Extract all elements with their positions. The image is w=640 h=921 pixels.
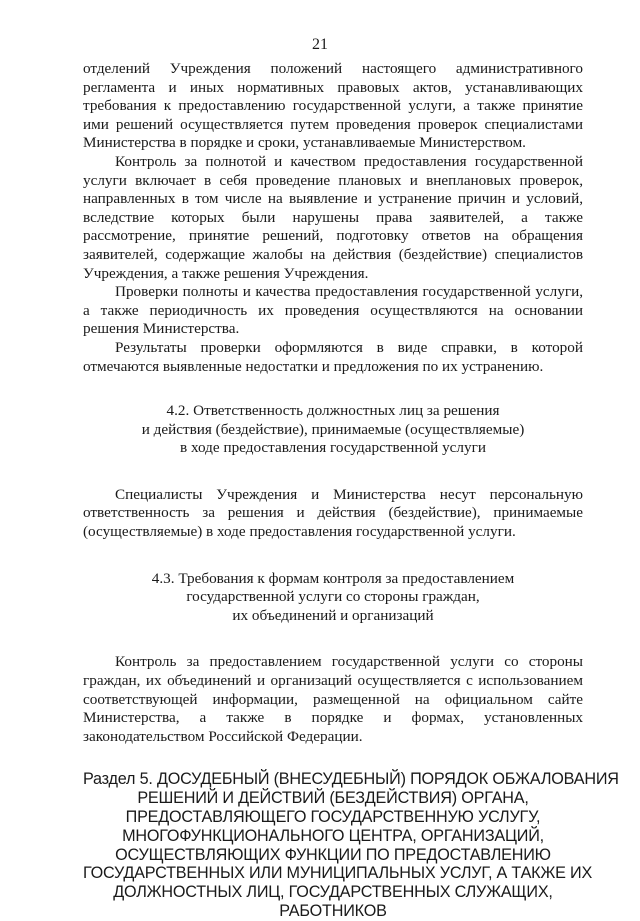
paragraph-inspection-results: Результаты проверки оформляются в виде справки, в которой отмечаются выявленные недостатки и предложения по их устранению.	[83, 338, 583, 375]
section-5-title-line: РЕШЕНИЙ И ДЕЙСТВИЙ (БЕЗДЕЙСТВИЯ) ОРГАНА,	[137, 789, 529, 808]
paragraph-public-control: Контроль за предоставлением государственной услуги со стороны граждан, их объединений и организаций осуществляется с использованием соответствующей информации, размещенной на официальном сайте Министерства, а также в порядке и формах, установленных законодательством Российской Федерации.	[83, 653, 583, 745]
page-content	[83, 60, 619, 921]
section-5-title	[83, 770, 619, 920]
section-5-title-line: МНОГОФУНКЦИОНАЛЬНОГО ЦЕНТРА, ОРГАНИЗАЦИЙ,	[122, 826, 544, 845]
heading-4-3-line: 4.3. Требования к формам контроля за предоставлением	[151, 569, 515, 587]
section-5-title-line: ПРЕДОСТАВЛЯЮЩЕГО ГОСУДАРСТВЕННУЮ УСЛУГУ,	[125, 808, 541, 826]
paragraph-control-scope: Контроль за полнотой и качеством предоставления государственной услуги включает в себя проведение плановых и внеплановых проверок, направленных в том числе на выявление и устранение причин и условий, вследствие которых были нарушены права заявителей, а также рассмотрение, принятие решений, подготовку ответов на обращения заявителей, содержащие жалобы на действия (бездействие) специалистов Учреждения, а также решения Учреждения.	[83, 152, 583, 282]
heading-4-2	[83, 402, 583, 458]
heading-4-2-line: в ходе предоставления государственной услуги	[180, 439, 486, 457]
page-number: 21	[312, 36, 328, 53]
section-5-title-line: РАБОТНИКОВ	[279, 901, 387, 920]
section-5-title-line: Раздел 5. ДОСУДЕБНЫЙ (ВНЕСУДЕБНЫЙ) ПОРЯДОК ОБЖАЛОВАНИЯ	[83, 770, 619, 789]
heading-4-2-line: и действия (бездействие), принимаемые (осуществляемые)	[141, 420, 525, 438]
heading-4-3	[83, 570, 583, 626]
heading-4-3-line: государственной услуги со стороны граждан,	[186, 588, 480, 606]
paragraph-inspections: Проверки полноты и качества предоставления государственной услуги, а также периодичность их проведения осуществляются на основании решения Министерства.	[83, 283, 583, 338]
heading-4-2-line: 4.2. Ответственность должностных лиц за решения	[166, 402, 500, 420]
section-5-title-line: ДОЛЖНОСТНЫХ ЛИЦ, ГОСУДАРСТВЕННЫХ СЛУЖАЩИХ,	[113, 883, 553, 902]
section-5-title-line: ГОСУДАРСТВЕННЫХ ИЛИ МУНИЦИПАЛЬНЫХ УСЛУГ, А ТАКЖЕ ИХ	[83, 864, 593, 883]
paragraph-responsibility: Специалисты Учреждения и Министерства несут персональную ответственность за решения и действия (бездействие), принимаемые (осуществляемые) в ходе предоставления государственной услуги.	[83, 485, 583, 541]
section-5-title-line: ОСУЩЕСТВЛЯЮЩИХ ФУНКЦИИ ПО ПРЕДОСТАВЛЕНИЮ	[115, 845, 551, 864]
heading-4-3-line: их объединений и организаций	[232, 606, 434, 624]
paragraph-continuation: отделений Учреждения положений настоящего административного регламента и иных нормативных правовых актов, устанавливающих требования к предоставлению государственной услуги, а также принятие ими решений осуществляется путем проведения проверок специалистами Министерства в порядке и сроки, устанавливаемые Министерством.	[83, 60, 583, 152]
